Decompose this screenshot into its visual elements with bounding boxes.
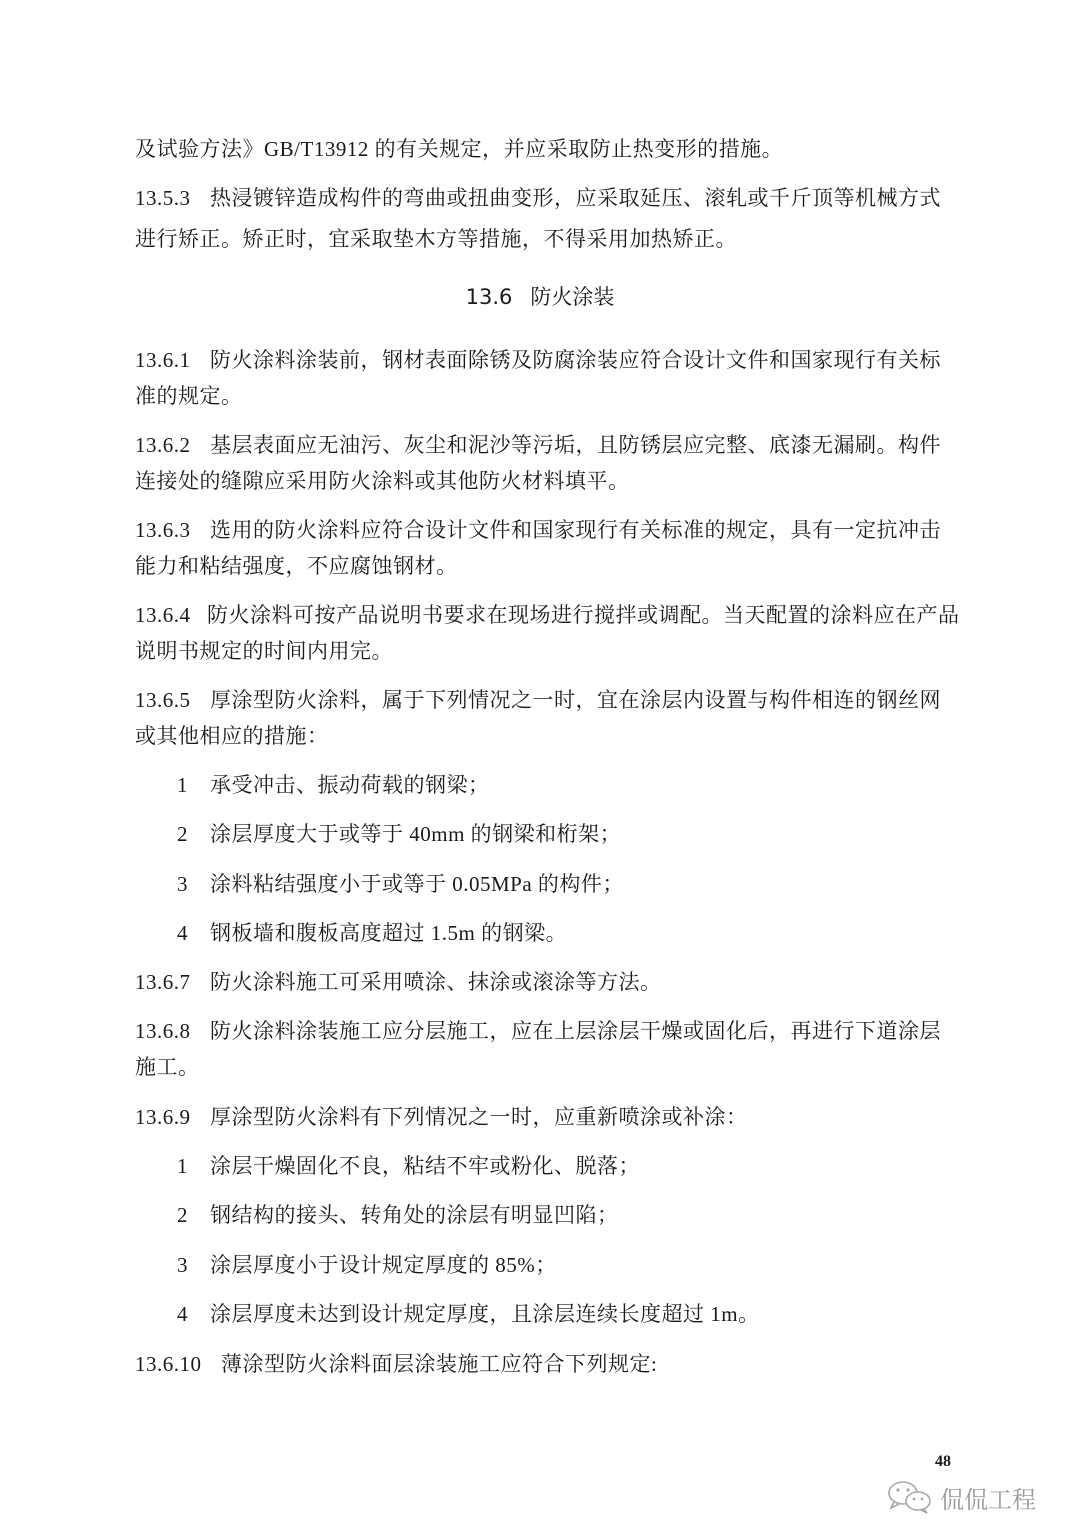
clause-13-6-5-line-2: 或其他相应的措施：: [135, 724, 329, 748]
section-number: 13.6: [465, 285, 513, 309]
item-number: 3: [177, 1253, 188, 1277]
clause-number: 13.6.8: [135, 1019, 191, 1043]
clause-number: 13.6.7: [135, 970, 191, 994]
clause-13-6-5-line-1: [135, 686, 941, 714]
clause-number: 13.6.1: [135, 348, 191, 372]
clause-number: 13.6.10: [135, 1352, 202, 1376]
clause-13-5-3-line-1: [135, 184, 941, 212]
clause-text: 防火涂料涂装施工应分层施工，应在上层涂层干燥或固化后，再进行下道涂层: [210, 1019, 941, 1043]
list-item: [177, 1201, 619, 1229]
section-title: 防火涂装: [530, 285, 615, 309]
clause-13-6-1-line-1: [135, 346, 941, 374]
item-text: 涂料粘结强度小于或等于 0.05MPa 的构件；: [210, 872, 624, 896]
item-text: 涂层干燥固化不良，粘结不牢或粉化、脱落；: [210, 1154, 640, 1178]
clause-text: 选用的防火涂料应符合设计文件和国家现行有关标准的规定，具有一定抗冲击: [210, 518, 941, 542]
clause-13-6-4-line-2: 说明书规定的时间内用完。: [135, 639, 393, 663]
clause-number: 13.5.3: [135, 186, 191, 210]
watermark: [886, 1477, 1036, 1517]
clause-text: 防火涂料涂装前，钢材表面除锈及防腐涂装应符合设计文件和国家现行有关标: [210, 348, 941, 372]
clause-13-6-2-line-1: [135, 431, 941, 459]
item-text: 承受冲击、振动荷载的钢梁；: [210, 773, 490, 797]
clause-number: 13.6.9: [135, 1105, 191, 1129]
clause-13-6-1-line-2: 准的规定。: [135, 384, 243, 408]
clause-number: 13.6.5: [135, 688, 191, 712]
clause-13-6-3-line-2: 能力和粘结强度，不应腐蚀钢材。: [135, 554, 458, 578]
list-item: [177, 919, 567, 947]
item-text: 钢结构的接头、转角处的涂层有明显凹陷；: [210, 1203, 619, 1227]
section-heading: [0, 283, 1080, 311]
clause-text: 薄涂型防火涂料面层涂装施工应符合下列规定:: [221, 1352, 658, 1376]
clause-13-6-8-line-1: [135, 1017, 941, 1045]
continuation-text: 及试验方法》GB/T13912 的有关规定，并应采取防止热变形的措施。: [135, 137, 784, 161]
clause-text: 防火涂料可按产品说明书要求在现场进行搅拌或调配。当天配置的涂料应在产品: [207, 603, 960, 627]
clause-13-6-7-line-1: [135, 968, 662, 996]
clause-text: 基层表面应无油污、灰尘和泥沙等污垢，且防锈层应完整、底漆无漏刷。构件: [210, 433, 941, 457]
item-number: 1: [177, 773, 188, 797]
clause-13-5-3-line-2: 进行矫正。矫正时，宜采取垫木方等措施，不得采用加热矫正。: [135, 227, 737, 251]
list-item: [177, 870, 624, 898]
wechat-icon: [886, 1480, 934, 1514]
page-number: 48: [935, 1453, 951, 1470]
clause-13-6-8-line-2: 施工。: [135, 1055, 200, 1079]
clause-13-6-4-line-1: [135, 601, 960, 629]
clause-text: 厚涂型防火涂料有下列情况之一时，应重新喷涂或补涂：: [210, 1105, 748, 1129]
clause-text: 热浸镀锌造成构件的弯曲或扭曲变形，应采取延压、滚轧或千斤顶等机械方式: [210, 186, 941, 210]
clause-number: 13.6.2: [135, 433, 191, 457]
list-item: [177, 771, 490, 799]
item-number: 4: [177, 1302, 188, 1326]
item-number: 2: [177, 822, 188, 846]
item-text: 涂层厚度未达到设计规定厚度，且涂层连续长度超过 1m。: [210, 1302, 760, 1326]
clause-13-6-9-line-1: [135, 1103, 748, 1131]
list-item: [177, 1251, 557, 1279]
clause-number: 13.6.3: [135, 518, 191, 542]
clause-13-6-3-line-1: [135, 516, 941, 544]
clause-text: 防火涂料施工可采用喷涂、抹涂或滚涂等方法。: [210, 970, 662, 994]
watermark-text: 侃侃工程: [940, 1485, 1036, 1514]
clause-13-6-2-line-2: 连接处的缝隙应采用防火涂料或其他防火材料填平。: [135, 469, 630, 493]
item-text: 钢板墙和腹板高度超过 1.5m 的钢梁。: [210, 921, 568, 945]
clause-number: 13.6.4: [135, 603, 191, 627]
item-text: 涂层厚度大于或等于 40mm 的钢梁和桁架；: [210, 822, 622, 846]
list-item: [177, 1300, 760, 1328]
item-number: 2: [177, 1203, 188, 1227]
clause-text: 厚涂型防火涂料，属于下列情况之一时，宜在涂层内设置与构件相连的钢丝网: [210, 688, 941, 712]
item-number: 3: [177, 872, 188, 896]
item-number: 4: [177, 921, 188, 945]
item-number: 1: [177, 1154, 188, 1178]
list-item: [177, 820, 621, 848]
clause-13-6-10-line-1: [135, 1350, 657, 1378]
list-item: [177, 1152, 640, 1180]
item-text: 涂层厚度小于设计规定厚度的 85%；: [210, 1253, 557, 1277]
